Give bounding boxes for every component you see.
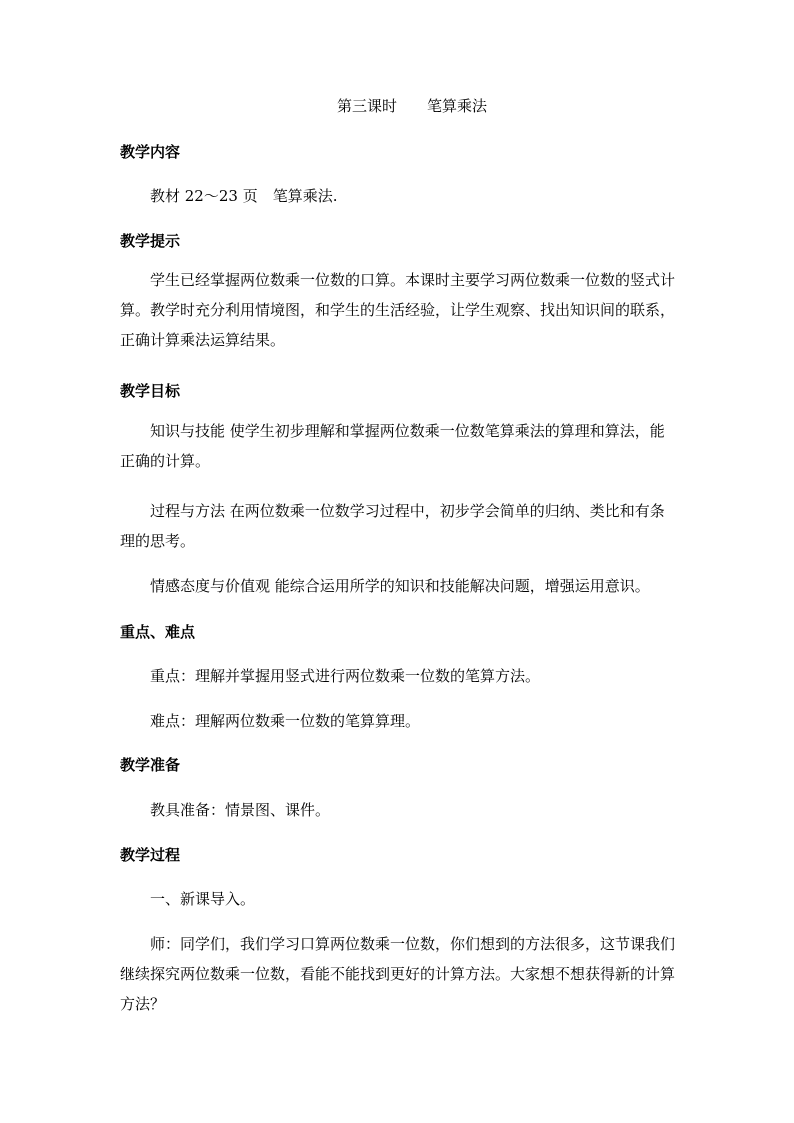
- heading-process: 教学过程: [120, 846, 181, 864]
- goal-process-method: 过程与方法 在两位数乘一位数学习过程中，初步学会简单的归纳、类比和有条理的思考。: [120, 502, 665, 550]
- heading-keypoints: 重点、难点: [120, 623, 196, 641]
- page-title: 第三课时 笔算乘法: [336, 97, 487, 115]
- goal-emotion-values: 情感态度与价值观 能综合运用所学的知识和技能解决问题，增强运用意识。: [150, 577, 650, 595]
- heading-content: 教学内容: [120, 143, 181, 161]
- keypoint-difficulty: 难点：理解两位数乘一位数的笔算算理。: [150, 712, 421, 730]
- process-step-intro: 一、新课导入。: [150, 890, 256, 908]
- prep-text: 教具准备：情景图、课件。: [150, 801, 331, 819]
- process-paragraph: 师：同学们，我们学习口算两位数乘一位数，你们想到的方法很多，这节课我们继续探究两位数乘一位数，看能不能找到更好的计算方法。大家想不想获得新的计算方法？: [120, 935, 676, 1013]
- heading-prep: 教学准备: [120, 756, 181, 774]
- heading-goals: 教学目标: [120, 382, 181, 400]
- keypoint-focus: 重点：理解并掌握用竖式进行两位数乘一位数的笔算方法。: [150, 667, 541, 685]
- hint-paragraph: 学生已经掌握两位数乘一位数的口算。本课时主要学习两位数乘一位数的竖式计算。教学时充分利用情境图，和学生的生活经验，让学生观察、找出知识间的联系，正确计算乘法运算结果。: [120, 271, 676, 349]
- heading-hint: 教学提示: [120, 232, 181, 250]
- goal-knowledge-skills: 知识与技能 使学生初步理解和掌握两位数乘一位数笔算乘法的算理和算法，能正确的计算。: [120, 422, 665, 470]
- content-text: 教材 22～23 页 笔算乘法.: [150, 187, 338, 205]
